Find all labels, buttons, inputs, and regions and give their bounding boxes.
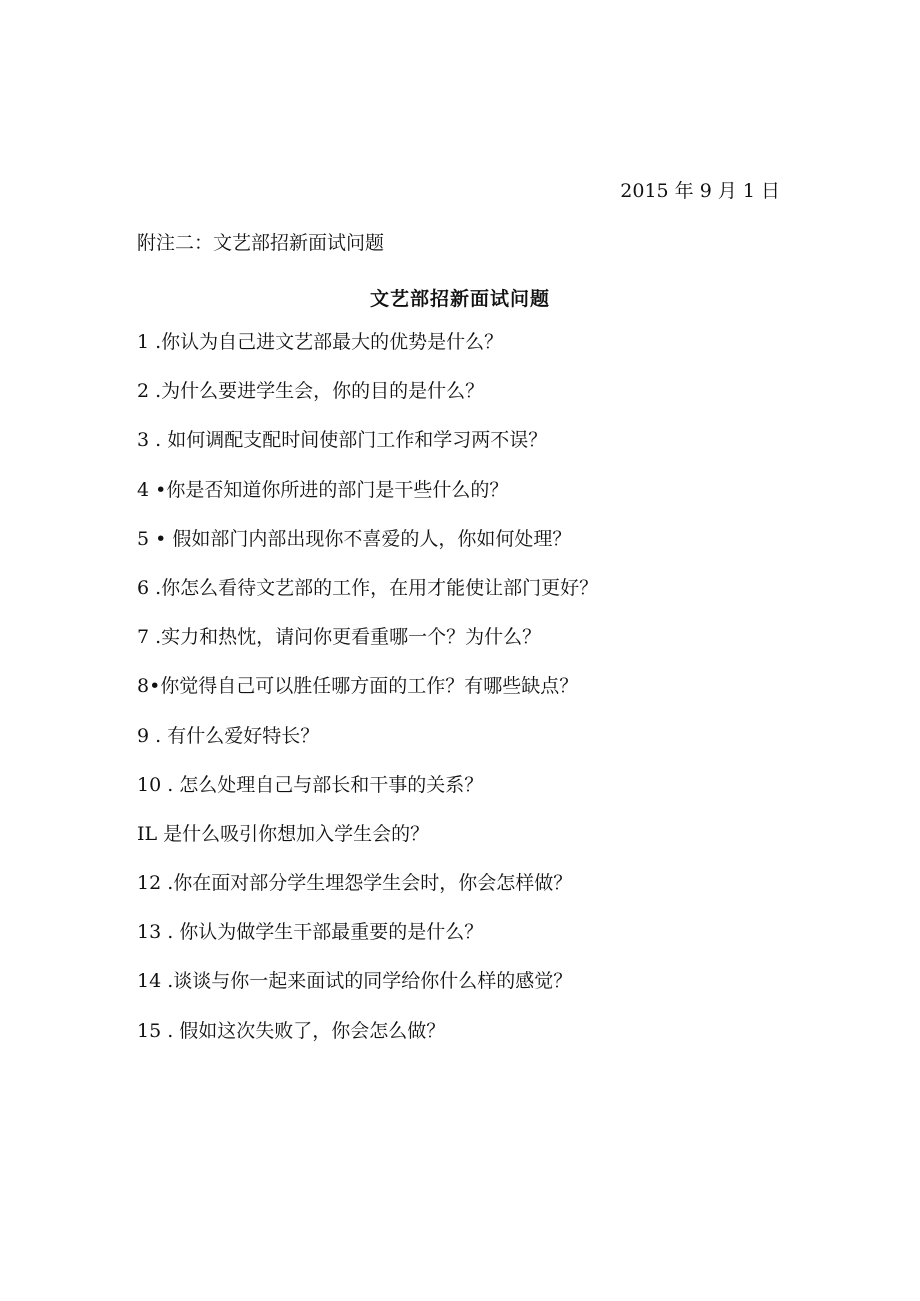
question-item: 7 .实力和热忱，请问你更看重哪一个？为什么？ [137, 626, 542, 649]
question-item: 4 •你是否知道你所进的部门是干些什么的？ [137, 478, 509, 501]
question-item: 1 .你认为自己进文艺部最大的优势是什么？ [137, 331, 504, 353]
question-item: 3 . 如何调配支配时间使部门工作和学习两不误？ [137, 429, 548, 452]
question-list [137, 330, 598, 1068]
question-item: 15 . 假如这次失败了，你会怎么做？ [137, 1019, 446, 1042]
question-item: 9 . 有什么爱好特长？ [137, 724, 320, 747]
page-title: 文艺部招新面试问题 [369, 288, 550, 310]
document-date: 2015 年 9 月 1 日 [620, 180, 780, 202]
question-item: 5 • 假如部门内部出现你不喜爱的人，你如何处理？ [137, 527, 572, 550]
question-item: 6 .你怎么看待文艺部的工作，在用才能使让部门更好？ [137, 576, 599, 599]
question-item: 10 . 怎么处理自己与部长和干事的关系？ [137, 773, 484, 796]
appendix-note: 附注二：文艺部招新面试问题 [137, 232, 385, 254]
question-item: 8•你觉得自己可以胜任哪方面的工作？有哪些缺点？ [137, 675, 579, 698]
question-item: 2 .为什么要进学生会，你的目的是什么？ [137, 380, 485, 403]
question-item: IL 是什么吸引你想加入学生会的？ [137, 822, 430, 845]
question-item: 13 . 你认为做学生干部最重要的是什么？ [137, 921, 484, 944]
question-item: 12 .你在面对部分学生埋怨学生会时，你会怎样做？ [137, 872, 573, 895]
question-item: 14 .谈谈与你一起来面试的同学给你什么样的感觉？ [137, 970, 573, 993]
